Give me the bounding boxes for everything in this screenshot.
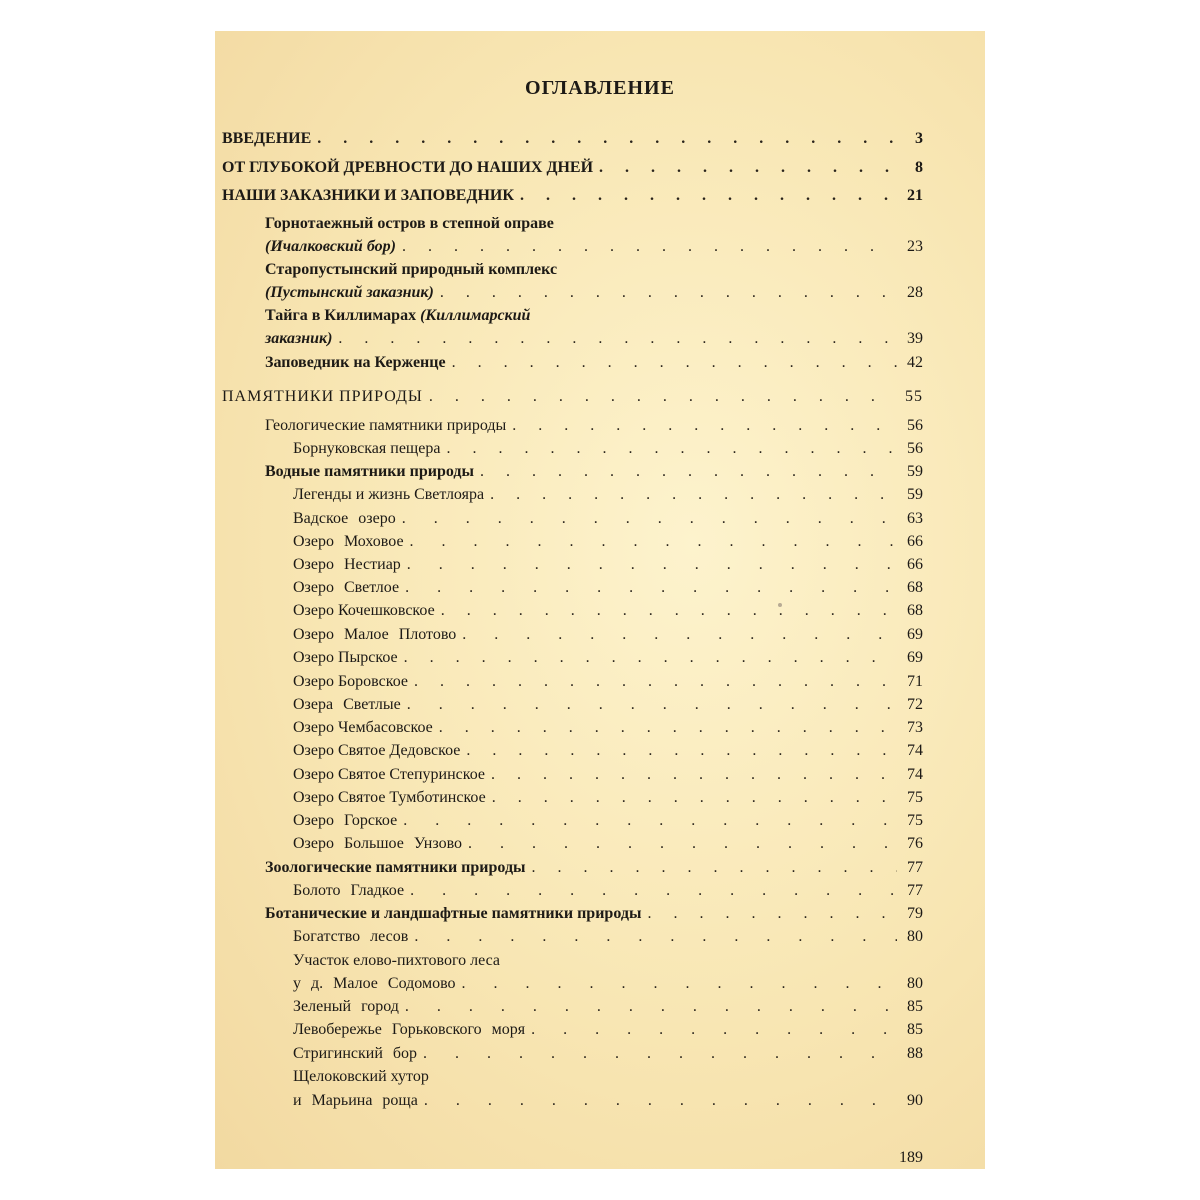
toc-entry-label: Зоологические памятники природы [265, 859, 526, 876]
toc-entry-maloe-plotovo[interactable] [293, 625, 923, 645]
toc-entry-geological[interactable] [265, 416, 923, 436]
toc-entry-water[interactable] [265, 462, 923, 482]
toc-entry-label: у д. Малое Содомово [293, 975, 456, 992]
toc-entry-reserves[interactable] [222, 186, 923, 206]
toc-entry-page: 77 [907, 882, 923, 899]
toc-entry-page: 42 [907, 354, 923, 371]
toc-entry-page: 66 [907, 556, 923, 573]
toc-entry-label: Заповедник на Керженце [265, 354, 446, 371]
toc-entry-label: Озеро Моховое [293, 533, 404, 550]
toc-entry-bolshoe-unzovo[interactable] [293, 834, 923, 854]
toc-entry-page: 3 [915, 130, 923, 147]
toc-entry-uchastok-line1[interactable] [293, 951, 923, 971]
toc-entry-label: Озеро Пырское [293, 649, 398, 666]
toc-entry-page: 79 [907, 905, 923, 922]
toc-entry-ichalki-line1[interactable] [265, 214, 923, 234]
toc-entry-label: НАШИ ЗАКАЗНИКИ И ЗАПОВЕДНИК [222, 187, 514, 204]
toc-entry-page: 77 [907, 859, 923, 876]
toc-entry-ozera-svetlye[interactable] [293, 695, 923, 715]
toc-entry-killimary[interactable] [265, 329, 923, 349]
toc-entry-gorskoe[interactable] [293, 811, 923, 831]
toc-entry-page: 75 [907, 812, 923, 829]
toc-entry-history[interactable] [222, 158, 923, 178]
toc-entry-uchastok[interactable] [293, 974, 923, 994]
toc-entry-label: Болото Гладкое [293, 882, 405, 899]
toc-entry-page: 56 [907, 417, 923, 434]
toc-entry-label: Геологические памятники природы [265, 417, 507, 434]
table-of-contents [215, 31, 985, 1169]
toc-entry-label: Легенды и жизнь Светлояра [293, 486, 485, 503]
toc-entry-page: 69 [907, 649, 923, 666]
toc-entry-vadskoe[interactable] [293, 509, 923, 529]
toc-entry-label-italic: (Киллимарский [420, 307, 531, 324]
toc-entry-svyatoe-stepurinskoe[interactable] [293, 765, 923, 785]
toc-entry-botanical[interactable] [265, 904, 923, 924]
toc-entry-label: Озеро Святое Степуринское [293, 766, 486, 783]
toc-entry-page: 23 [907, 238, 923, 255]
toc-entry-label: Озеро Горское [293, 812, 398, 829]
toc-entry-label: Ботанические и ландшафтные памятники природы [265, 905, 642, 922]
toc-entry-label: Озеро Святое Тумботинское [293, 789, 486, 806]
toc-entry-label: Стригинский бор [293, 1045, 418, 1062]
toc-entry-label: заказник) [265, 330, 333, 347]
toc-entry-page: 76 [907, 835, 923, 852]
toc-entry-label: ПАМЯТНИКИ ПРИРОДЫ [222, 388, 423, 405]
toc-entry-page: 39 [907, 330, 923, 347]
toc-entry-svetloe[interactable] [293, 578, 923, 598]
toc-entry-label: (Ичалковский бор) [265, 238, 396, 255]
toc-entry-svetloyar[interactable] [293, 485, 923, 505]
page-number: 189 [899, 1149, 923, 1166]
toc-entry-page: 59 [907, 486, 923, 503]
toc-entry-mokhovoe[interactable] [293, 532, 923, 552]
toc-entry-kerzhenets[interactable] [265, 353, 923, 373]
toc-entry-label: ОТ ГЛУБОКОЙ ДРЕВНОСТИ ДО НАШИХ ДНЕЙ [222, 159, 594, 176]
toc-entry-nestiar[interactable] [293, 555, 923, 575]
toc-entry-borovskoe[interactable] [293, 672, 923, 692]
toc-entry-page: 69 [907, 626, 923, 643]
toc-entry-page: 8 [915, 159, 923, 176]
toc-entry-page: 63 [907, 510, 923, 527]
toc-entry-svyatoe-tumbotinskoe[interactable] [293, 788, 923, 808]
toc-entry-page: 73 [907, 719, 923, 736]
toc-entry-label: Богатство лесов [293, 928, 409, 945]
toc-entry-label: (Пустынский заказник) [265, 284, 434, 301]
toc-entry-levoberezhye[interactable] [293, 1020, 923, 1040]
toc-entry-boloto-gladkoe[interactable] [293, 881, 923, 901]
toc-entry-page: 80 [907, 975, 923, 992]
toc-entry-page: 28 [907, 284, 923, 301]
toc-entry-page: 66 [907, 533, 923, 550]
toc-entry-label: Водные памятники природы [265, 463, 474, 480]
toc-entry-pustyn-line1[interactable] [265, 260, 923, 280]
toc-entry-label: Старопустынский природный комплекс [265, 261, 558, 278]
toc-entry-label: Зеленый город [293, 998, 399, 1015]
toc-entry-bornukovo-cave[interactable] [293, 439, 923, 459]
toc-entry-monuments[interactable] [222, 387, 923, 407]
toc-entry-label: Озера Светлые [293, 696, 401, 713]
toc-entry-page: 56 [907, 440, 923, 457]
toc-entry-label: ВВЕДЕНИЕ [222, 130, 312, 147]
toc-entry-introduction[interactable] [222, 129, 923, 149]
toc-entry-shchelokovskiy[interactable] [293, 1091, 923, 1111]
toc-entry-svyatoe-dedovskoe[interactable] [293, 741, 923, 761]
toc-entry-page: 55 [905, 388, 923, 405]
page-title: ОГЛАВЛЕНИЕ [525, 77, 675, 99]
toc-entry-chembasovskoe[interactable] [293, 718, 923, 738]
toc-entry-page: 21 [907, 187, 923, 204]
toc-entry-label: Озеро Малое Плотово [293, 626, 457, 643]
toc-entry-label: Озеро Кочешковское [293, 602, 435, 619]
toc-entry-ichalki[interactable] [265, 237, 923, 257]
toc-entry-bogatstvo-lesov[interactable] [293, 927, 923, 947]
toc-entry-zoological[interactable] [265, 858, 923, 878]
toc-entry-label: и Марьина роща [293, 1092, 418, 1109]
toc-entry-label: Озеро Боровское [293, 673, 408, 690]
toc-entry-label: Озеро Светлое [293, 579, 400, 596]
toc-entry-label: Щелоковский хутор [293, 1068, 429, 1085]
book-page [215, 31, 985, 1169]
toc-entry-label: Вадское озеро [293, 510, 396, 527]
toc-entry-page: 75 [907, 789, 923, 806]
toc-entry-zelenyi-gorod[interactable] [293, 997, 923, 1017]
toc-entry-shchelokovskiy-line1[interactable] [293, 1067, 923, 1087]
toc-entry-page: 59 [907, 463, 923, 480]
toc-entry-killimary-line1[interactable] [265, 306, 923, 326]
toc-entry-page: 72 [907, 696, 923, 713]
toc-entry-page: 68 [907, 579, 923, 596]
toc-entry-label: Озеро Святое Дедовское [293, 742, 461, 759]
toc-entry-pyrskoe[interactable] [293, 648, 923, 668]
toc-entry-page: 74 [907, 742, 923, 759]
toc-entry-label: Левобережье Горьковского моря [293, 1021, 526, 1038]
toc-entry-label: Горнотаежный остров в степной оправе [265, 215, 554, 232]
toc-entry-page: 80 [907, 928, 923, 945]
toc-entry-label: Озеро Нестиар [293, 556, 401, 573]
toc-entry-page: 71 [907, 673, 923, 690]
toc-entry-page: 74 [907, 766, 923, 783]
toc-entry-kocheshkovskoe[interactable] [293, 601, 923, 621]
paper-speck [778, 603, 782, 607]
toc-entry-pustyn[interactable] [265, 283, 923, 303]
toc-entry-page: 90 [907, 1092, 923, 1109]
toc-entry-label: Озеро Чембасовское [293, 719, 433, 736]
toc-entry-label: Тайга в Киллимарах [265, 307, 417, 324]
toc-entry-label: Борнуковская пещера [293, 440, 441, 457]
toc-entry-label: Озеро Большое Унзово [293, 835, 463, 852]
toc-entry-striginskiy-bor[interactable] [293, 1044, 923, 1064]
toc-entry-page: 68 [907, 602, 923, 619]
toc-entry-page: 88 [907, 1045, 923, 1062]
toc-entry-page: 85 [907, 1021, 923, 1038]
toc-entry-label: Участок елово-пихтового леса [293, 952, 500, 969]
toc-entry-page: 85 [907, 998, 923, 1015]
